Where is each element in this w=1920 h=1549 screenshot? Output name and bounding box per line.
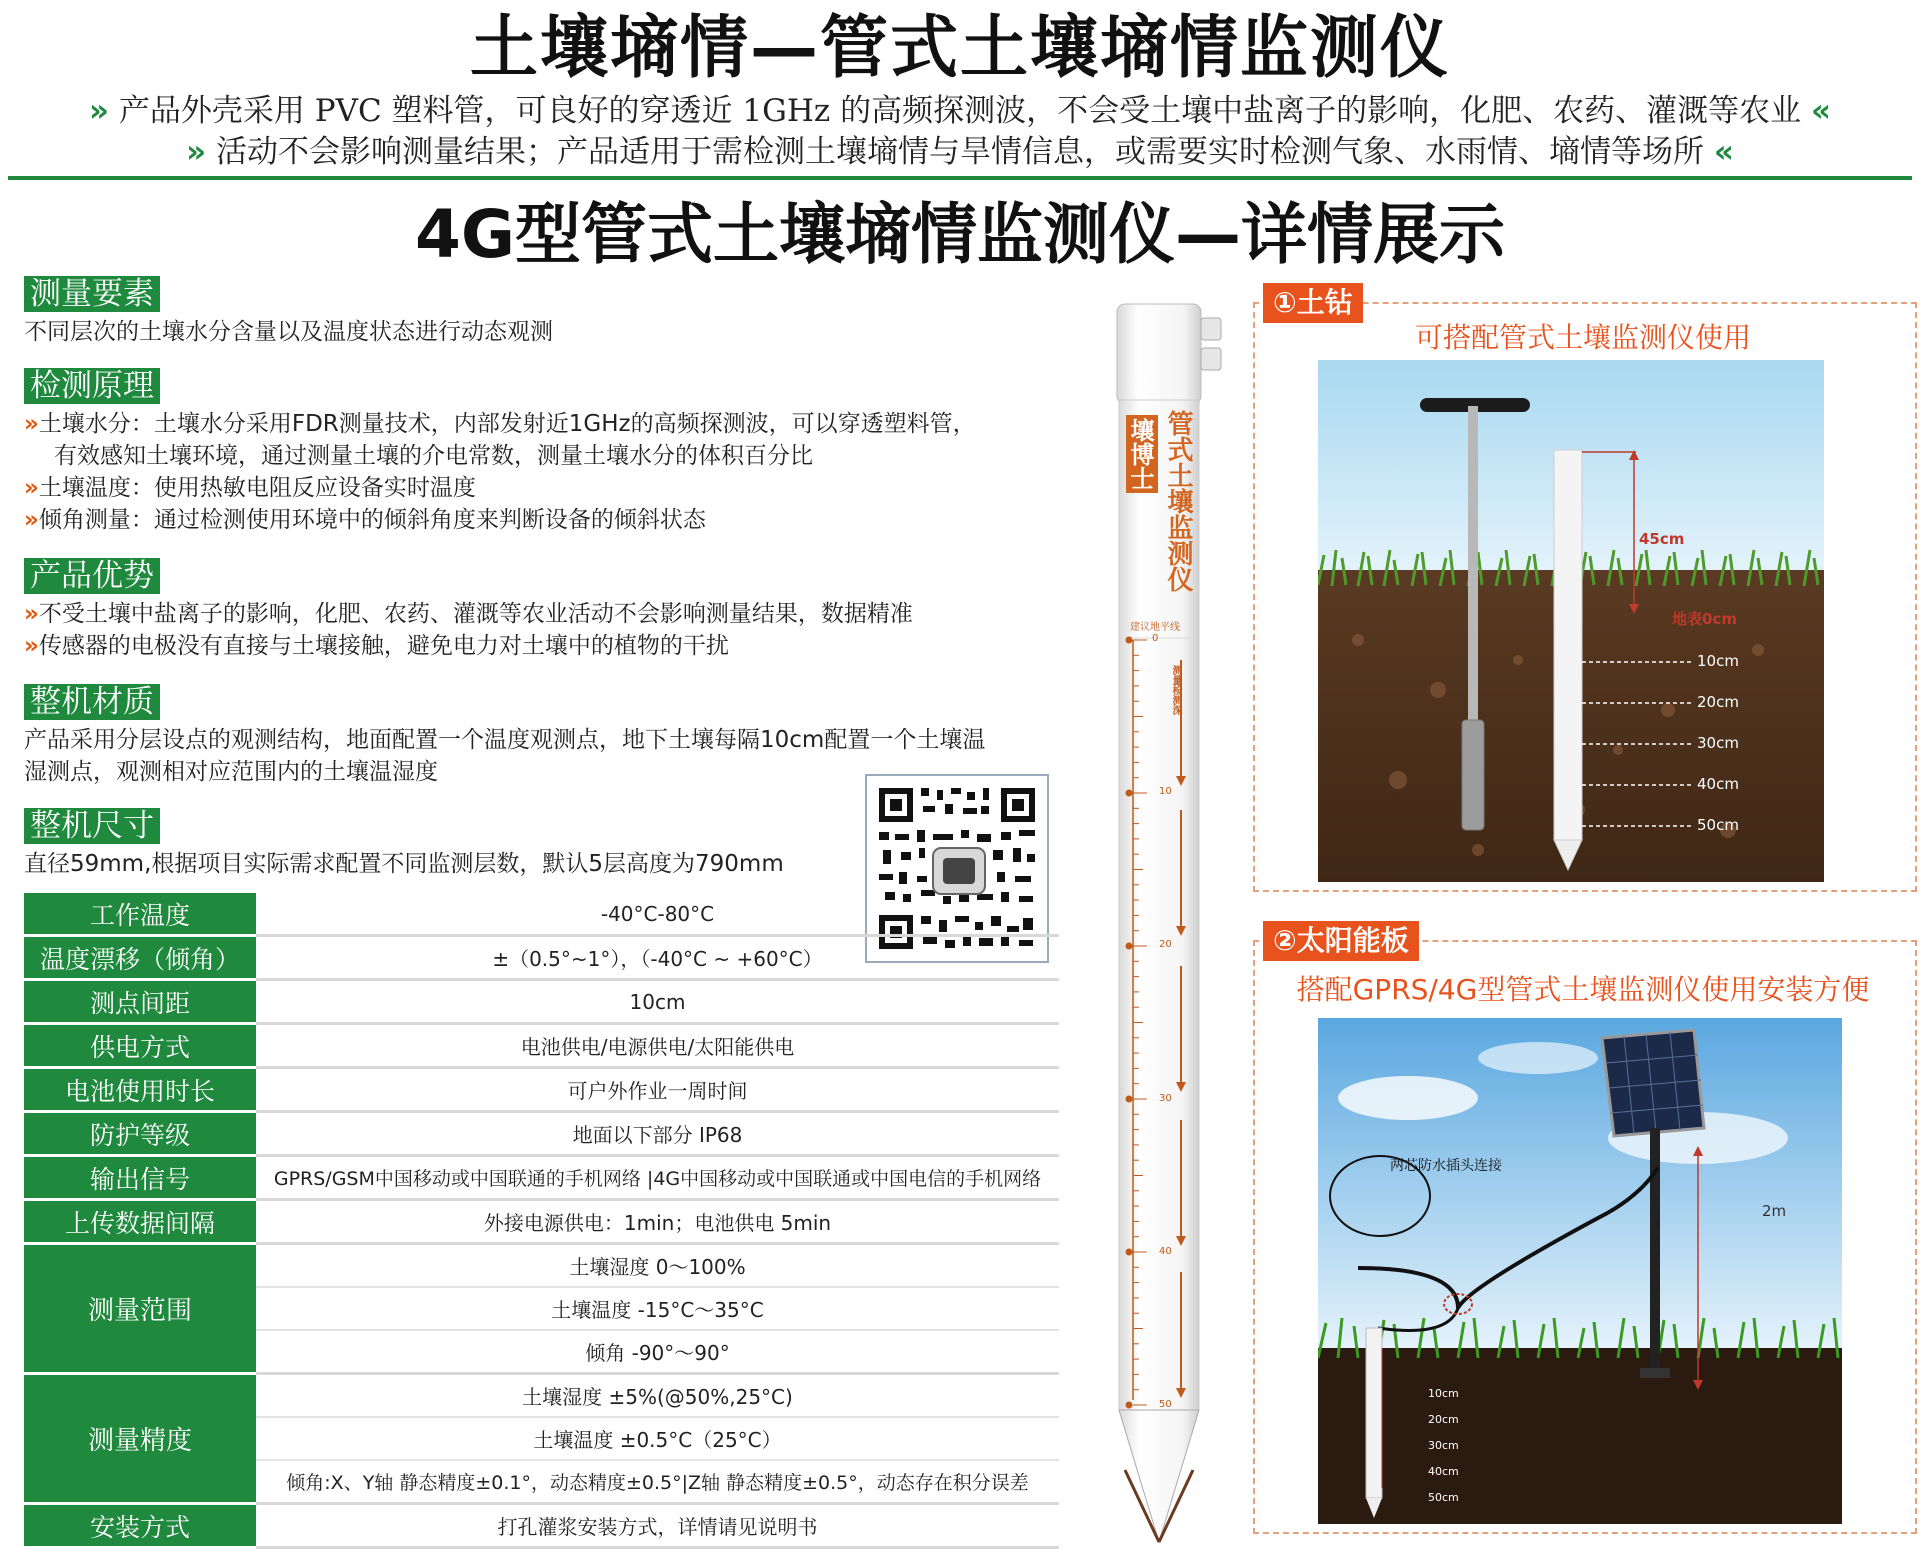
intro-line-1: » 产品外壳采用 PVC 塑料管，可良好的穿透近 1GHz 的高频探测波，不会受土壤中盐离子的影响，化肥、农药、灌溉等农业 «: [88, 93, 1831, 129]
spec-value: 土壤湿度 0～100%: [256, 1244, 1059, 1288]
table-row: [24, 1112, 1059, 1156]
principle-bullet-1-cont: 有效感知土壤环境，通过测量土壤的介电常数，测量土壤水分的体积百分比: [54, 443, 813, 469]
tube-mark-50: 50: [1159, 1399, 1172, 1410]
page-subtitle: 4G型管式土壤墒情监测仪—详情展示: [414, 196, 1506, 273]
tube-sensor-point: [1126, 1402, 1132, 1408]
table-row: [24, 1068, 1059, 1112]
table-row: [24, 1200, 1059, 1244]
panel2-caption: 搭配GPRS/4G型管式土壤监测仪使用安装方便: [1296, 973, 1870, 1006]
section-title-size: 整机尺寸: [24, 808, 160, 844]
size-text: 直径59mm,根据项目实际需求配置不同监测层数，默认5层高度为790mm: [24, 851, 784, 877]
spec-value: 土壤温度 -15°C～35°C: [256, 1287, 1059, 1330]
spec-key: 测点间距: [24, 980, 256, 1024]
bullet-icon: »: [24, 475, 39, 501]
spec-value: 倾角:X、Y轴 静态精度±0.1°，动态精度±0.5°|Z轴 静态精度±0.5°，动态存在积分误差: [256, 1460, 1059, 1504]
spec-value: ±（0.5°~1°），（-40°C ~ +60°C）: [256, 936, 1059, 980]
tube-sensor-point: [1126, 943, 1132, 949]
soil-auger-scene: [1318, 360, 1824, 882]
soil-auger-photo: [1318, 360, 1824, 882]
tube-sensor-point: [1126, 1096, 1132, 1102]
tube-brand: 壤博士: [1126, 415, 1158, 493]
principle-bullet-1: »土壤水分：土壤水分采用FDR测量技术，内部发射近1GHz的高频探测波，可以穿透塑料管，: [24, 411, 976, 437]
material-text-2: 湿测点，观测相对应范围内的土壤温湿度: [24, 759, 438, 785]
spec-key: 电池使用时长: [24, 1068, 256, 1112]
solar-scene: [1318, 1018, 1842, 1524]
spec-key: 供电方式: [24, 1024, 256, 1068]
section-title-advantages: 产品优势: [24, 558, 160, 594]
panel1-height-label: 45cm: [1639, 530, 1685, 548]
table-row: [24, 1374, 1059, 1418]
table-row: [24, 980, 1059, 1024]
principle-bullet-3: »倾角测量：通过检测使用环境中的倾斜角度来判断设备的倾斜状态: [24, 507, 706, 533]
spec-value: 10cm: [256, 980, 1059, 1024]
section-title-principle: 检测原理: [24, 368, 160, 404]
table-row: [24, 1244, 1059, 1288]
table-row: [24, 1504, 1059, 1548]
panel2-depth-50: 50cm: [1428, 1491, 1459, 1504]
table-row: [24, 1024, 1059, 1068]
tube-product-name: 管式土壤监测仪: [1163, 410, 1193, 592]
spec-value: 土壤温度 ±0.5°C（25°C）: [256, 1417, 1059, 1460]
intro-line-2: » 活动不会影响测量结果；产品适用于需检测土壤墒情与旱情信息，或需要实时检测气象、水雨情、墒情等场所 «: [186, 134, 1734, 170]
panel2-badge: ②太阳能板: [1263, 921, 1419, 961]
section-text-elements: 不同层次的土壤水分含量以及温度状态进行动态观测: [24, 319, 553, 345]
bullet-icon: »: [24, 601, 39, 627]
tube-mark-30: 30: [1159, 1093, 1172, 1104]
tube-mark-20: 20: [1159, 939, 1172, 950]
spec-key: 上传数据间隔: [24, 1200, 256, 1244]
panel1-depth-20: 20cm: [1697, 693, 1739, 711]
panel2-depth-20: 20cm: [1428, 1413, 1459, 1426]
bullet-icon: »: [24, 633, 39, 659]
panel2-depth-40: 40cm: [1428, 1465, 1459, 1478]
spec-key: 温度漂移（倾角）: [24, 936, 256, 980]
panel1-badge: ①土钻: [1263, 283, 1363, 323]
advantage-bullet-2: »传感器的电极没有直接与土壤接触，避免电力对土壤中的植物的干扰: [24, 633, 729, 659]
panel1-caption: 可搭配管式土壤监测仪使用: [1414, 321, 1751, 354]
bullet-icon: »: [24, 411, 39, 437]
material-text-1: 产品采用分层设点的观测结构，地面配置一个温度观测点，地下土壤每隔10cm配置一个土壤温: [24, 727, 986, 753]
tube-sensor-point: [1126, 790, 1132, 796]
arrow-left-icon: «: [1713, 134, 1734, 170]
spec-value: 地面以下部分 IP68: [256, 1112, 1059, 1156]
arrow-right-icon: »: [186, 134, 207, 170]
spec-key: 工作温度: [24, 893, 256, 936]
spec-value: 土壤湿度 ±5%(@50%,25°C): [256, 1374, 1059, 1418]
panel1-depth-40: 40cm: [1697, 775, 1739, 793]
spec-key: 测量精度: [24, 1374, 256, 1504]
section-title-material: 整机材质: [24, 684, 160, 720]
arrow-right-icon: »: [88, 93, 110, 129]
panel2-depth-10: 10cm: [1428, 1387, 1459, 1400]
spec-value: GPRS/GSM中国移动或中国联通的手机网络 |4G中国移动或中国联通或中国电信的手机网络: [256, 1156, 1059, 1200]
spec-value: 可户外作业一周时间: [256, 1068, 1059, 1112]
principle-bullet-2: »土壤温度：使用热敏电阻反应设备实时温度: [24, 475, 476, 501]
spec-value: 电池供电/电源供电/太阳能供电: [256, 1024, 1059, 1068]
tube-mark-40: 40: [1159, 1246, 1172, 1257]
table-row: [24, 1156, 1059, 1200]
tube-mark-0: 0: [1152, 633, 1159, 644]
tube-sensor-point: [1126, 637, 1132, 643]
panel2-depth-30: 30cm: [1428, 1439, 1459, 1452]
tube-mark-10: 10: [1159, 786, 1172, 797]
arrow-left-icon: «: [1810, 93, 1831, 129]
spec-value: 倾角 -90°～90°: [256, 1330, 1059, 1374]
panel2-connector-label: 两芯防水插头连接: [1390, 1158, 1502, 1174]
panel1-depth-10: 10cm: [1697, 652, 1739, 670]
advantage-bullet-1: »不受土壤中盐离子的影响，化肥、农药、灌溉等农业活动不会影响测量结果，数据精准: [24, 601, 913, 627]
spec-value: 外接电源供电：1min；电池供电 5min: [256, 1200, 1059, 1244]
tube-sensor-point: [1126, 1249, 1132, 1255]
spec-key: 防护等级: [24, 1112, 256, 1156]
panel2-pole-height: 2m: [1762, 1202, 1787, 1220]
table-row: [24, 893, 1059, 936]
panel1-depth-30: 30cm: [1697, 734, 1739, 752]
spec-value: 打孔灌浆安装方式，详情请见说明书: [256, 1504, 1059, 1548]
section-title-elements: 测量要素: [24, 276, 160, 312]
tube-ground-line-label: 建议地平线: [1130, 622, 1180, 633]
bullet-icon: »: [24, 507, 39, 533]
panel1-surface-label: 地表0cm: [1672, 610, 1737, 628]
spec-table: [24, 893, 1059, 1549]
table-row: [24, 936, 1059, 980]
page-title: 土壤墒情—管式土壤墒情监测仪: [469, 9, 1450, 88]
spec-key: 测量范围: [24, 1244, 256, 1374]
header-divider: [8, 176, 1912, 180]
spec-key: 输出信号: [24, 1156, 256, 1200]
tube-direction-label: 测量检测深: [1170, 665, 1181, 715]
panel1-depth-50: 50cm: [1697, 816, 1739, 834]
spec-key: 安装方式: [24, 1504, 256, 1548]
spec-value: -40°C-80°C: [256, 893, 1059, 936]
solar-photo: [1318, 1018, 1842, 1524]
